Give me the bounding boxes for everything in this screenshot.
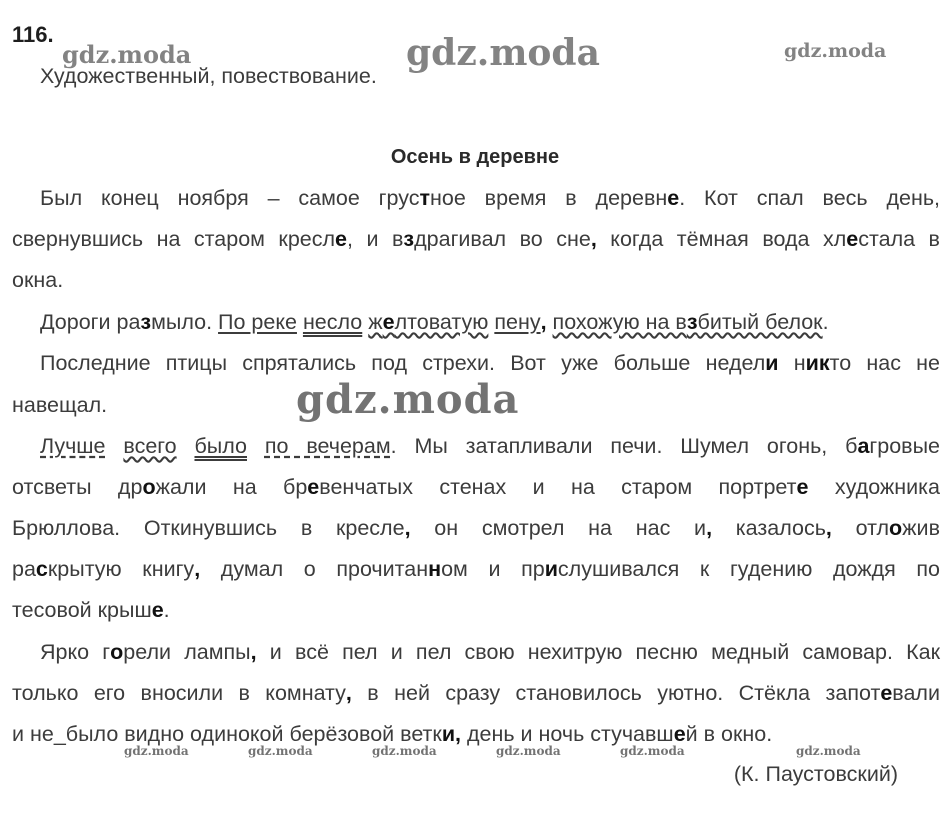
p5-line-2: только его вносили в комнату, в ней сразу становилось уютно. Стёкла запотевали: [12, 681, 940, 705]
watermark: gdz.moda: [372, 744, 437, 758]
p4-line-3: Брюллова. Откинувшись в кресле, он смотрел на нас и, казалось, отложив: [12, 516, 940, 540]
watermark: gdz.moda: [496, 744, 561, 758]
p3-line-2: навещал.: [12, 393, 108, 417]
p4-line-1: Лучше всего было по вечерам. Мы затапливали печи. Шумел огонь, багровые: [40, 434, 940, 458]
watermark: gdz.moda: [124, 744, 189, 758]
underlined-predicate: несло: [302, 310, 363, 334]
text-style-line: Художественный, повествование.: [40, 64, 377, 88]
p5-line-3: и не_было видно одинокой берёзовой ветки, день и ночь стучавшей в окно.: [12, 722, 773, 746]
watermark: gdz.moda: [620, 744, 685, 758]
p1-line-2: свернувшись на старом кресле, и вздрагивал во сне, когда тёмная вода хлестала в: [12, 227, 940, 251]
p1-line-1: Был конец ноября – самое грустное время в деревне. Кот спал весь день,: [40, 186, 941, 210]
p5-line-1: Ярко горели лампы, и всё пел и пел свою нехитрую песню медный самовар. Как: [40, 640, 941, 664]
p2-line-1: Дороги размыло. По реке несло желтоватую пену, похожую на взбитый белок.: [40, 310, 829, 334]
p1-line-3: окна.: [12, 268, 64, 292]
watermark: gdz.moda: [784, 40, 887, 62]
watermark: gdz.moda: [796, 744, 861, 758]
p4-line-5: тесовой крыше.: [12, 598, 170, 622]
exercise-number: 116.: [12, 22, 54, 47]
p4-line-4: раскрытую книгу, думал о прочитанном и прислушивался к гудению дождя по: [12, 557, 941, 581]
watermark: gdz.moda: [248, 744, 313, 758]
text-title: Осень в деревне: [390, 146, 560, 168]
watermark: gdz.moda: [62, 40, 192, 69]
watermark: gdz.moda: [296, 376, 520, 423]
underlined-subject: По реке: [218, 310, 297, 334]
author-attribution: (К. Паустовский): [733, 762, 898, 786]
watermark: gdz.moda: [406, 32, 600, 74]
p4-line-2: отсветы дрожали на бревенчатых стенах и на старом портрете художника: [12, 475, 941, 499]
p3-line-1: Последние птицы спрятались под стрехи. Вот уже больше недели никто нас не: [40, 351, 941, 375]
